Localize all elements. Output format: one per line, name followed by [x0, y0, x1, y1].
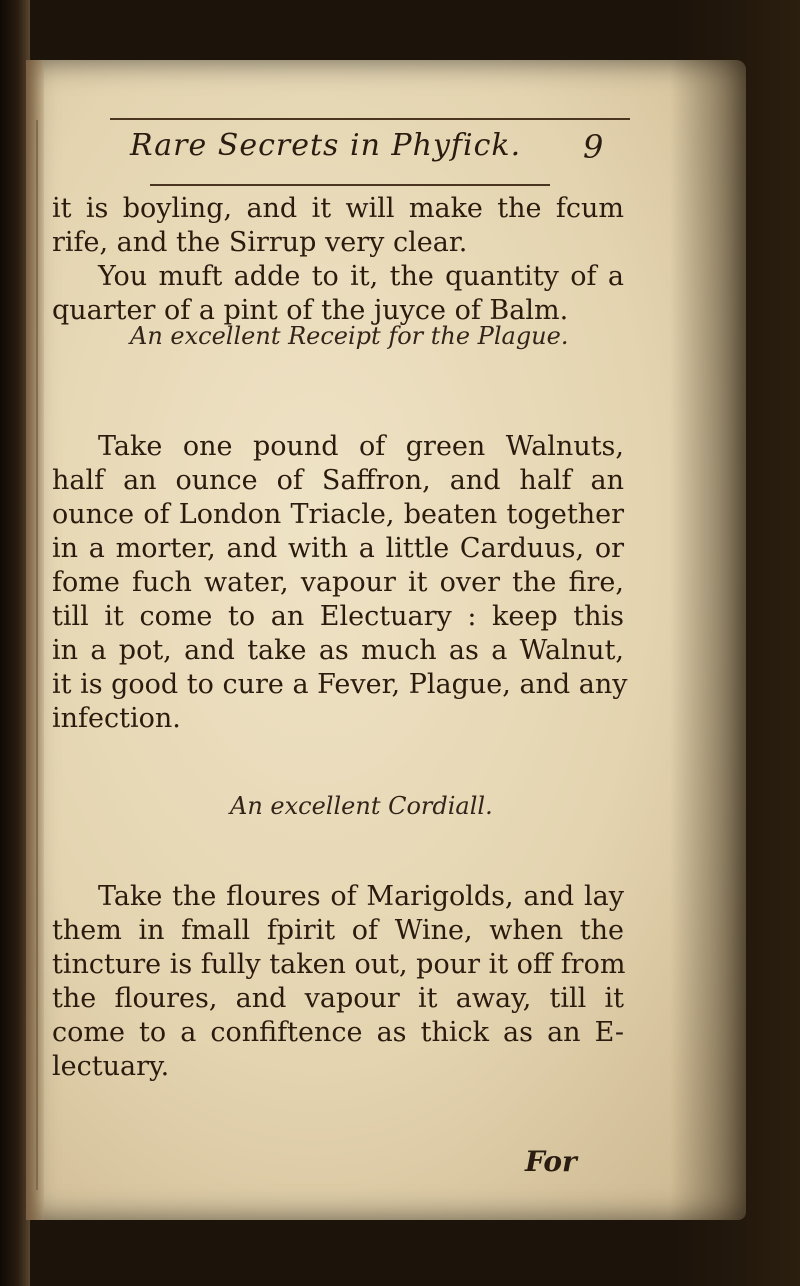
- text-line: ounce of London Triacle, beaten together: [52, 499, 624, 530]
- text-line: it is boyling, and it will make the fcum: [52, 193, 624, 224]
- paragraph-cordial: [52, 880, 624, 1084]
- text-line: come to a confiftence as thick as an E-: [52, 1017, 624, 1048]
- paragraph-syrup: [52, 192, 624, 328]
- page-number: 9: [583, 128, 604, 166]
- receipt-title-plague: An excellent Receipt for the Plague.: [130, 322, 569, 350]
- paragraph-plague: [52, 430, 628, 736]
- text-line: fome fuch water, vapour it over the fire,: [52, 567, 624, 598]
- text-line: them in fmall fpirit of Wine, when the: [52, 915, 624, 946]
- text-line: You muft adde to it, the quantity of a: [98, 261, 624, 292]
- text-line: half an ounce of Saffron, and half an: [52, 465, 624, 496]
- text-line: in a pot, and take as much as a Walnut,: [52, 635, 624, 666]
- text-line: till it come to an Electuary : keep this: [52, 601, 624, 632]
- spine-line: [36, 120, 38, 1190]
- header-rule-bottom: [150, 184, 550, 186]
- text-line: it is good to cure a Fever, Plague, and any: [52, 669, 628, 700]
- text-line: the floures, and vapour it away, till it: [52, 983, 624, 1014]
- text-line: tincture is fully taken out, pour it off from: [52, 949, 626, 980]
- text-line: rife, and the Sirrup very clear.: [52, 227, 468, 258]
- text-line: infection.: [52, 703, 181, 734]
- text-line: Take one pound of green Walnuts,: [98, 431, 624, 462]
- header-rule-top: [110, 118, 630, 120]
- running-title: Rare Secrets in Phyfick.: [130, 128, 522, 163]
- text-line: lectuary.: [52, 1051, 170, 1082]
- receipt-title-cordial: An excellent Cordiall.: [230, 792, 493, 820]
- catchword: For: [525, 1145, 577, 1178]
- page-edge: [26, 60, 44, 1220]
- text-line: quarter of a pint of the juyce of Balm.: [52, 295, 569, 326]
- text-line: in a morter, and with a little Carduus, or: [52, 533, 624, 564]
- text-line: Take the floures of Marigolds, and lay: [98, 881, 624, 912]
